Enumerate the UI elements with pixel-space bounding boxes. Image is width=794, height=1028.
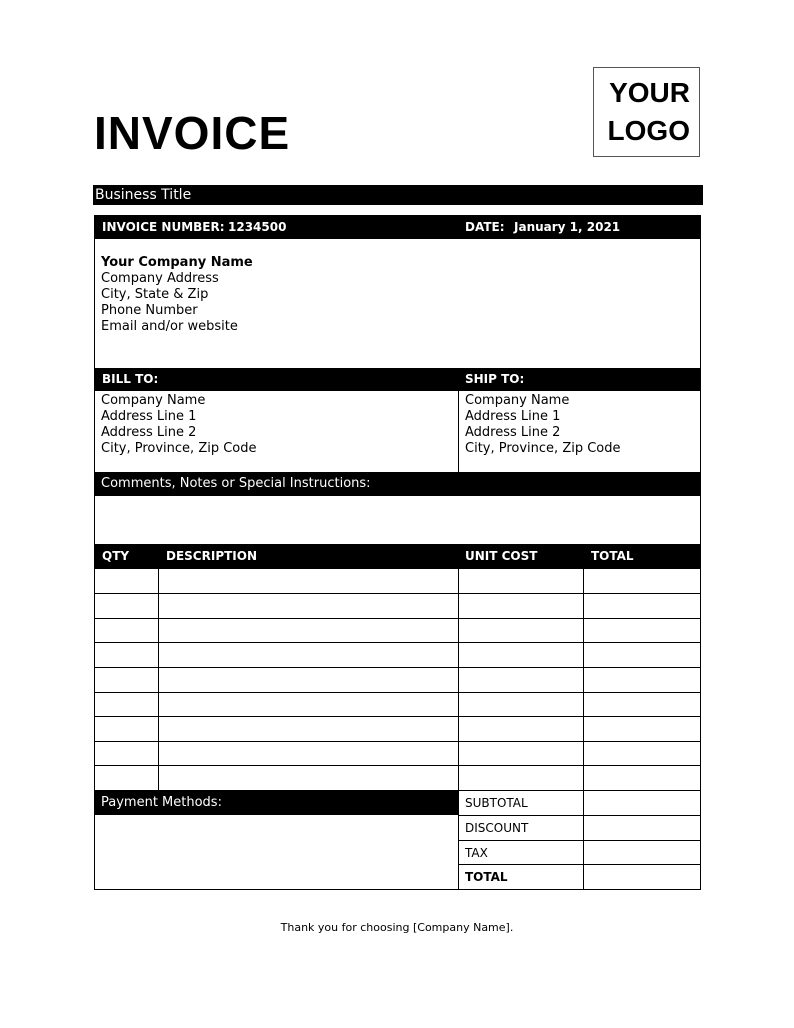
unit-cost-column-divider [583, 569, 584, 890]
table-row [95, 716, 700, 717]
col-qty: QTY [102, 549, 130, 563]
table-row [95, 642, 700, 643]
ship-to-company: Company Name [465, 393, 570, 408]
company-name: Your Company Name [101, 255, 253, 270]
company-email: Email and/or website [101, 319, 238, 334]
logo-line-1: YOUR [609, 77, 690, 108]
invoice-info-bar [95, 216, 700, 239]
col-description: DESCRIPTION [166, 549, 258, 563]
description-column-divider [458, 569, 459, 890]
ship-to-city: City, Province, Zip Code [465, 441, 621, 456]
invoice-number-label: INVOICE NUMBER: [102, 220, 225, 234]
total-label: TOTAL [465, 870, 508, 884]
comments-label: Comments, Notes or Special Instructions: [101, 476, 371, 491]
totals-line [458, 840, 700, 841]
invoice-title: INVOICE [94, 107, 291, 159]
table-row [95, 741, 700, 742]
ship-to-address-2: Address Line 2 [465, 425, 561, 440]
logo-placeholder [593, 67, 700, 157]
col-total: TOTAL [591, 549, 634, 563]
footer-message: Thank you for choosing [Company Name]. [280, 921, 514, 934]
ship-to-block [465, 393, 621, 457]
company-info-block [101, 255, 253, 335]
table-row [95, 765, 700, 766]
table-row [95, 667, 700, 668]
discount-label: DISCOUNT [465, 821, 529, 835]
company-address: Company Address [101, 271, 219, 286]
ship-to-address-1: Address Line 1 [465, 409, 561, 424]
business-title-bar: Business Title [93, 185, 703, 205]
invoice-number-value: 1234500 [228, 220, 287, 234]
bill-to-block [101, 393, 257, 457]
bill-ship-bar [95, 368, 700, 391]
logo-line-2: LOGO [607, 115, 690, 146]
payment-methods-label: Payment Methods: [101, 795, 222, 810]
comments-bar [95, 472, 700, 496]
bill-to-address-1: Address Line 1 [101, 409, 197, 424]
company-city-state-zip: City, State & Zip [101, 287, 209, 302]
date-label: DATE: [465, 220, 505, 234]
subtotal-label: SUBTOTAL [465, 796, 528, 810]
bill-to-address-2: Address Line 2 [101, 425, 197, 440]
bill-to-city: City, Province, Zip Code [101, 441, 257, 456]
table-row [95, 593, 700, 594]
bill-to-company: Company Name [101, 393, 206, 408]
ship-to-label: SHIP TO: [465, 372, 525, 386]
invoice-form [94, 215, 701, 890]
table-row [95, 618, 700, 619]
col-unit-cost: UNIT COST [465, 549, 538, 563]
company-phone: Phone Number [101, 303, 198, 318]
bill-to-label: BILL TO: [102, 372, 159, 386]
payment-methods-bar [95, 790, 458, 815]
comments-field[interactable] [95, 496, 700, 544]
table-row [95, 692, 700, 693]
date-value: January 1, 2021 [514, 220, 621, 234]
payment-methods-field[interactable] [95, 815, 458, 890]
qty-column-divider [158, 569, 159, 790]
tax-label: TAX [465, 846, 488, 860]
bill-ship-divider [458, 391, 459, 472]
items-header-bar [95, 544, 700, 569]
